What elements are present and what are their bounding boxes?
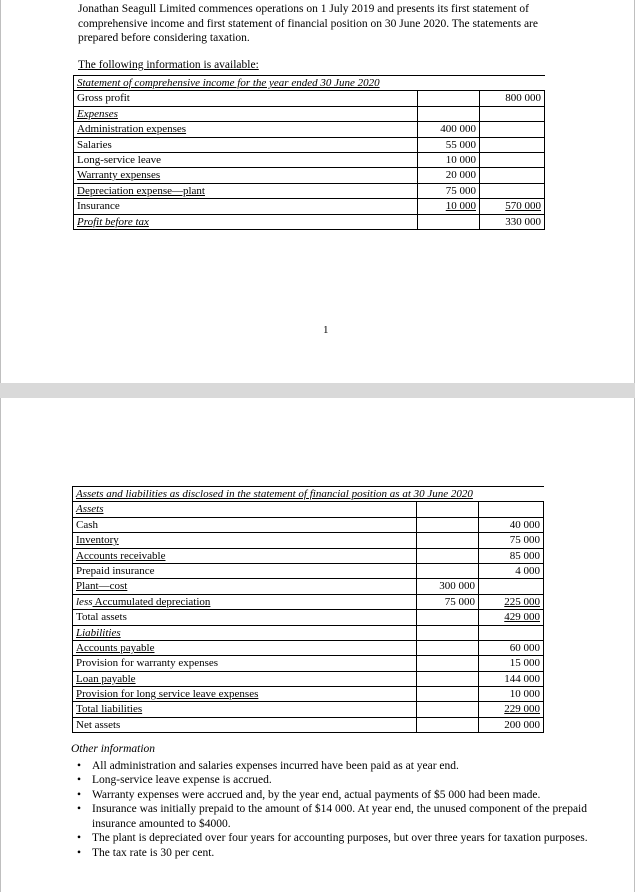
balance-sheet-row: [73, 548, 544, 563]
other-information-list: [71, 759, 591, 861]
income-statement-amount-a: 75 000: [418, 183, 480, 198]
other-information-item: [71, 831, 591, 846]
income-statement-row: [74, 214, 545, 229]
balance-sheet-label: Provision for warranty expenses: [73, 656, 417, 671]
income-statement-label: Long-service leave: [74, 152, 418, 167]
other-information-text: Long-service leave expense is accrued.: [92, 774, 272, 786]
income-statement-amount-b: [480, 152, 545, 167]
bullet-icon: •: [77, 832, 82, 844]
income-statement-amount-b: [480, 122, 545, 137]
income-statement-amount-b: 800 000: [480, 91, 545, 106]
bullet-icon: •: [77, 774, 82, 786]
balance-sheet-row: [73, 687, 544, 702]
balance-sheet-title: Assets and liabilities as disclosed in the statement of financial position as at 30 June 2020: [73, 487, 544, 502]
balance-sheet-amount-a: [417, 656, 479, 671]
balance-sheet-row: [73, 579, 544, 594]
balance-sheet-label: Net assets: [73, 717, 417, 732]
income-statement-row: [74, 183, 545, 198]
income-statement-row: [74, 168, 545, 183]
balance-sheet-label: Assets: [73, 502, 417, 517]
balance-sheet-amount-a: [417, 502, 479, 517]
other-information-text: All administration and salaries expenses incurred have been paid as at year end.: [92, 759, 459, 772]
balance-sheet-amount-b: 40 000: [479, 517, 544, 532]
other-information-title: Other information: [71, 743, 156, 755]
balance-sheet-label: Cash: [73, 517, 417, 532]
other-information-item: [71, 759, 591, 774]
balance-sheet-amount-a: [417, 702, 479, 717]
income-statement-amount-b: 330 000: [480, 214, 545, 229]
balance-sheet-amount-b: [479, 625, 544, 640]
balance-sheet-amount-a: [417, 533, 479, 548]
balance-sheet-amount-a: [417, 687, 479, 702]
income-statement-row: [74, 122, 545, 137]
other-information-text: The plant is depreciated over four years for accounting purposes, but over three years for taxation purposes.: [92, 832, 588, 844]
bullet-icon: •: [77, 759, 82, 772]
balance-sheet-amount-b: 10 000: [479, 687, 544, 702]
less-rest: Accumulated depreciation: [92, 595, 211, 608]
intro-paragraph: Jonathan Seagull Limited commences operations on 1 July 2019 and presents its first statement of comprehensive income and first statement of financial position on 30 June 2020. The statements are prepared before considering taxation.: [78, 3, 538, 44]
income-statement-row: [74, 199, 545, 214]
balance-sheet-amount-b: 200 000: [479, 717, 544, 732]
balance-sheet-label: Total liabilities: [73, 702, 417, 717]
balance-sheet-amount-b: 85 000: [479, 548, 544, 563]
balance-sheet-amount-a: [417, 717, 479, 732]
bullet-icon: •: [77, 846, 82, 859]
balance-sheet-label: Total assets: [73, 610, 417, 625]
balance-sheet-amount-a: [417, 625, 479, 640]
balance-sheet-row: [73, 671, 544, 686]
balance-sheet-row: [73, 502, 544, 517]
balance-sheet-row: [73, 625, 544, 640]
other-information-item: [71, 846, 591, 861]
balance-sheet-amount-a: [417, 610, 479, 625]
income-statement-amount-b: [480, 183, 545, 198]
balance-sheet-amount-a: [417, 517, 479, 532]
balance-sheet-amount-a: [417, 563, 479, 578]
income-statement-amount-a: 20 000: [418, 168, 480, 183]
balance-sheet-row: [73, 594, 544, 609]
balance-sheet-amount-b: 4 000: [479, 563, 544, 578]
income-statement-amount-b: [480, 106, 545, 121]
income-statement-row: [74, 106, 545, 121]
less-word: less: [76, 595, 93, 608]
balance-sheet-amount-b: [479, 579, 544, 594]
income-statement-amount-a: [418, 106, 480, 121]
bullet-icon: •: [77, 788, 82, 801]
balance-sheet-amount-a: [417, 548, 479, 563]
balance-sheet-amount-b: 225 000: [479, 594, 544, 609]
balance-sheet-row: [73, 717, 544, 732]
balance-sheet-amount-b: 429 000: [479, 610, 544, 625]
income-statement-label: Administration expenses: [74, 122, 418, 137]
balance-sheet-row: [73, 610, 544, 625]
income-statement-label: Insurance: [74, 199, 418, 214]
balance-sheet-amount-a: [417, 671, 479, 686]
income-statement-label: Profit before tax: [74, 214, 418, 229]
balance-sheet-label: Provision for long service leave expenses: [73, 687, 417, 702]
balance-sheet-amount-a: [417, 640, 479, 655]
balance-sheet-label: Prepaid insurance: [73, 563, 417, 578]
balance-sheet-label: Accounts payable: [73, 640, 417, 655]
balance-sheet-amount-b: 60 000: [479, 640, 544, 655]
bullet-icon: •: [77, 803, 82, 815]
balance-sheet-amount-b: 144 000: [479, 671, 544, 686]
balance-sheet-label: Plant—cost: [73, 579, 417, 594]
balance-sheet-amount-a: 75 000: [417, 594, 479, 609]
balance-sheet-row: [73, 517, 544, 532]
income-statement-table: [73, 75, 545, 230]
income-statement-label: Gross profit: [74, 91, 418, 106]
balance-sheet-amount-b: 229 000: [479, 702, 544, 717]
balance-sheet-row: [73, 563, 544, 578]
income-statement-amount-a: 400 000: [418, 122, 480, 137]
balance-sheet-label: Loan payable: [73, 671, 417, 686]
other-information-text: The tax rate is 30 per cent.: [92, 846, 215, 859]
other-information: [71, 742, 591, 860]
balance-sheet-label: Inventory: [73, 533, 417, 548]
income-statement-label: Expenses: [74, 106, 418, 121]
balance-sheet-row: [73, 640, 544, 655]
balance-sheet-label: [73, 594, 417, 609]
balance-sheet-row: [73, 656, 544, 671]
balance-sheet-label: Liabilities: [73, 625, 417, 640]
other-information-item: [71, 773, 591, 788]
income-statement-amount-a: 10 000: [418, 199, 480, 214]
balance-sheet-amount-a: 300 000: [417, 579, 479, 594]
income-statement-amount-b: [480, 168, 545, 183]
page-number: 1: [323, 324, 329, 336]
income-statement-amount-b: [480, 137, 545, 152]
balance-sheet-amount-b: 15 000: [479, 656, 544, 671]
other-information-text: Insurance was initially prepaid to the amount of $14 000. At year end, the unused component of the prepaid insurance amounted to $4000.: [92, 803, 588, 830]
income-statement-title: Statement of comprehensive income for the year ended 30 June 2020: [74, 76, 545, 91]
document-page-1: [0, 0, 635, 383]
available-heading: The following information is available:: [78, 59, 259, 71]
income-statement-amount-a: 55 000: [418, 137, 480, 152]
income-statement-label: Warranty expenses: [74, 168, 418, 183]
balance-sheet-label: Accounts receivable: [73, 548, 417, 563]
income-statement-row: [74, 137, 545, 152]
balance-sheet-row: [73, 533, 544, 548]
income-statement-amount-a: [418, 214, 480, 229]
other-information-text: Warranty expenses were accrued and, by the year end, actual payments of $5 000 had been made.: [92, 788, 541, 801]
balance-sheet-amount-b: 75 000: [479, 533, 544, 548]
income-statement-label: Salaries: [74, 137, 418, 152]
balance-sheet-row: [73, 702, 544, 717]
other-information-item: [71, 788, 591, 803]
income-statement-row: [74, 91, 545, 106]
income-statement-amount-a: [418, 91, 480, 106]
income-statement-amount-a: 10 000: [418, 152, 480, 167]
income-statement-label: Depreciation expense—plant: [74, 183, 418, 198]
income-statement-amount-b: 570 000: [480, 199, 545, 214]
balance-sheet-amount-b: [479, 502, 544, 517]
other-information-item: [71, 802, 591, 831]
balance-sheet-table: [72, 486, 544, 733]
income-statement-row: [74, 152, 545, 167]
